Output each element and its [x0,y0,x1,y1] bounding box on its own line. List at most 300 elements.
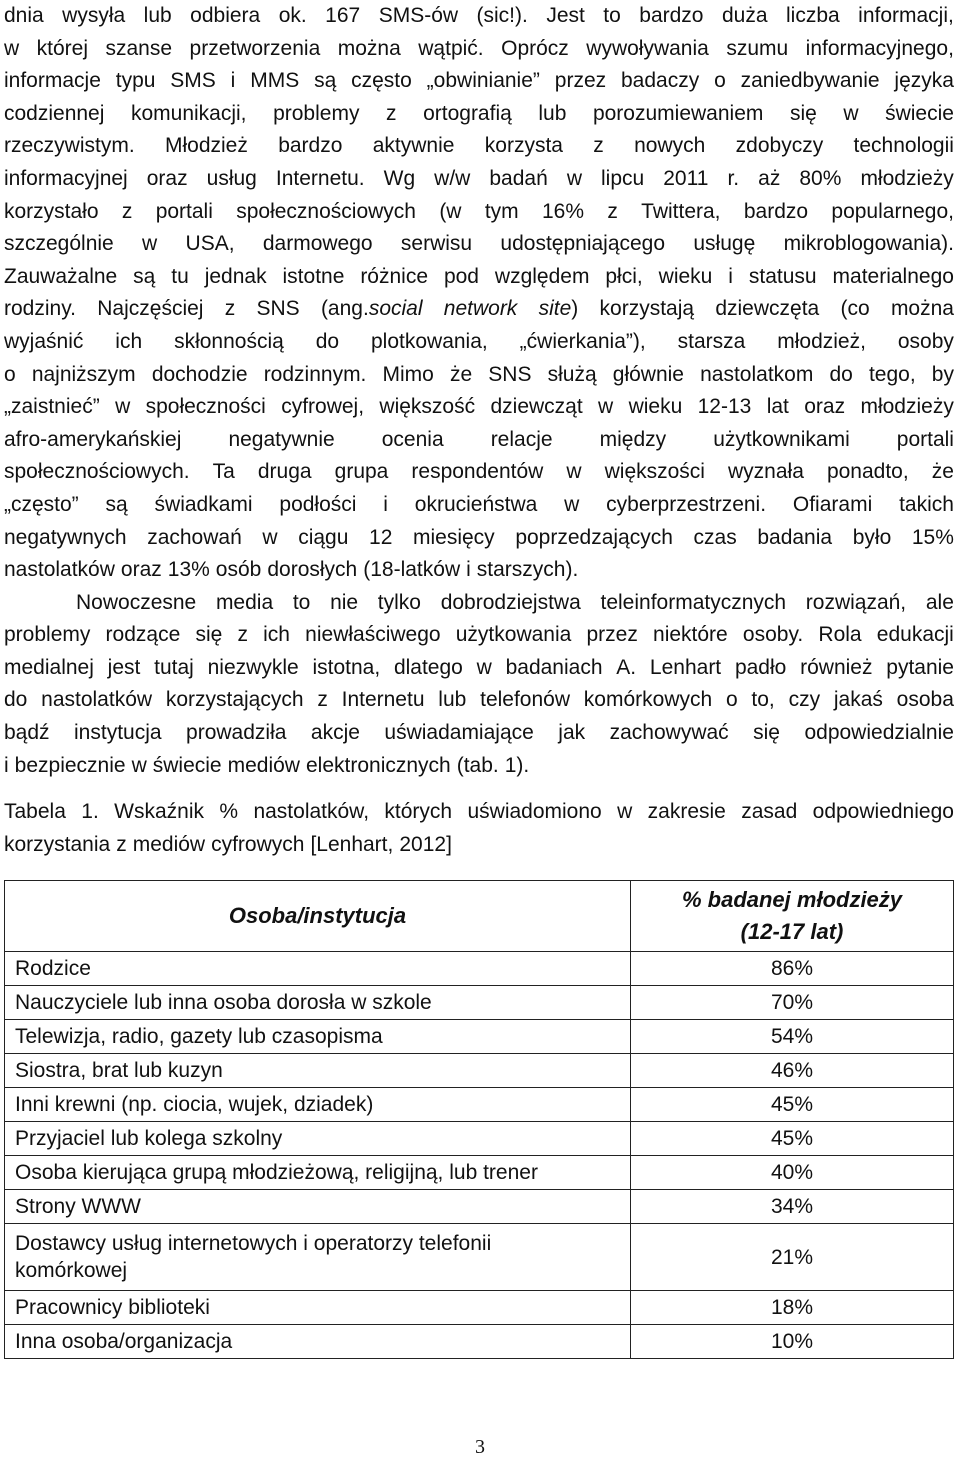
word: względem [494,264,590,288]
word: nie [330,590,359,614]
body-text-line [4,554,954,587]
table-header-row [5,881,954,952]
word: o [725,688,738,712]
word: przez [586,623,638,647]
word: oraz [120,558,162,582]
word: Nowoczesne [76,590,197,614]
word: wyjaśnić [4,329,84,353]
word: dobrodziejstwa [440,590,581,614]
body-text-line [4,0,954,33]
word: 16% [541,199,584,223]
word: tylko [377,590,421,614]
word: (ang.social [320,297,423,321]
word: „często” [4,492,79,516]
word: z [237,623,248,647]
word: uświadamiające [384,721,534,745]
word: uświadomiono [467,800,602,824]
table-row [5,1291,954,1325]
table-row [5,1122,954,1156]
word: jednak [204,264,267,288]
row-label: Przyjaciel lub kolega szkolny [5,1122,631,1156]
word: USA, [185,232,235,256]
word: większość [379,395,476,419]
word: aż [758,166,781,190]
word: dnia [4,4,44,27]
word: są [133,264,156,288]
word: [Lenhart, [310,832,394,856]
word: cyfrowej, [281,395,365,419]
word: się [195,623,223,647]
word: (tab. [456,753,499,777]
word: różnice [360,264,429,288]
word: miesięcy [413,525,495,549]
word: Młodzież [165,134,248,158]
word: typu [115,69,156,93]
word: technologii [853,134,954,158]
row-value: 54% [631,1020,954,1054]
word: informacji, [858,4,954,27]
word: młodzieży [860,166,954,190]
word: przetworzenia [189,36,321,60]
word: wysyła [62,4,126,27]
word: odpowiedniego [812,800,954,824]
word: usługę [693,232,756,256]
row-label: Dostawcy usług internetowych i operatorzy telefonii komórkowej [5,1224,631,1291]
word: w [566,460,582,484]
word: w [476,655,492,679]
word: dlatego [393,655,463,679]
row-value: 70% [631,986,954,1020]
word: można [337,36,401,60]
word: ortografią [423,101,512,125]
word: materialnego [832,264,954,288]
word: w [262,525,278,549]
word: podłości [279,492,357,516]
body-text-line [4,228,954,261]
word: o [4,362,16,386]
word: negatywnie [228,427,335,451]
word: dziewczęta [715,297,820,321]
word: w [4,36,20,60]
word: zakresie [647,800,726,824]
word: to [292,590,311,614]
word: 167 [325,4,361,27]
word: z [607,199,618,223]
word: społeczności [145,395,266,419]
word: korzysta [484,134,563,158]
word: 1). [504,753,530,777]
word: bardzo [639,4,704,27]
word: wyznała [728,460,804,484]
word: są [314,69,337,93]
row-label: Telewizja, radio, gazety lub czasopisma [5,1020,631,1054]
word: służą [547,362,597,386]
word: dochodzie [151,362,248,386]
word: w [115,395,131,419]
word: ale [925,590,954,614]
word: tutaj [154,655,194,679]
word: porozumiewaniem [592,101,764,125]
word: z [317,688,328,712]
row-label: Inna osoba/organizacja [5,1325,631,1359]
row-value: 46% [631,1054,954,1088]
word: starszych). [476,558,579,582]
word: jest [107,655,141,679]
word: młodzież, [777,329,866,353]
word: wieku [628,395,683,419]
body-text-line [4,424,954,457]
word: cyberprzestrzeni. [606,492,767,516]
word: płci, [605,264,643,288]
word: 2012] [399,832,452,856]
word: użytkownikami [713,427,850,451]
word: odpowiedzialnie [804,721,954,745]
table-caption [4,796,954,861]
word: nastolatków, [253,800,370,824]
word: wieku [658,264,713,288]
word: okrucieństwa [414,492,538,516]
word: pytanie [886,655,954,679]
row-value: 45% [631,1088,954,1122]
body-text-line [4,587,954,620]
word: w [566,166,582,190]
word: korzystają [599,297,695,321]
row-label: Inni krewni (np. ciocia, wujek, dziadek) [5,1088,631,1122]
body-text-line [4,489,954,522]
word: 15% [911,525,954,549]
word: liczba [785,4,840,27]
word: Wskaźnik [114,800,205,824]
word: prowadziła [186,721,287,745]
word: instytucja [74,721,162,745]
word: lub [538,101,567,125]
word: ich [263,623,290,647]
word: mikroblogowania). [783,232,954,256]
word: badaniach [505,655,603,679]
row-value: 10% [631,1325,954,1359]
body-text-line [4,652,954,685]
body-text-line [4,684,954,717]
word: świecie [885,101,954,125]
word: przez [554,69,607,93]
body-text [4,0,954,782]
word: z [121,199,133,223]
word: Tabela [4,800,66,824]
word: medialnej [4,655,94,679]
word: młodzieży [860,395,954,419]
word: języka [894,69,954,93]
word: niewłaściwego [305,623,441,647]
word: komunikacji, [130,101,247,125]
word: cyfrowych [211,832,305,856]
word: Ta [212,460,235,484]
word: często [351,69,412,93]
word: teleinformatycznych [600,590,787,614]
body-text-line [4,456,954,489]
header-person-institution: Osoba/instytucja [5,881,631,952]
word: szczególnie [4,232,114,256]
table-body [5,952,954,1359]
word: osoby. [742,623,804,647]
word: MMS [250,69,300,93]
word: statusu [748,264,817,288]
word: mediów [227,753,300,777]
word: wątpić. [418,36,484,60]
word: popularnego, [831,199,954,223]
word: są [105,492,128,516]
row-value: 45% [631,1122,954,1156]
document-page [4,0,954,861]
word: Mimo [382,362,434,386]
body-text-line [4,130,954,163]
word: telefonów [480,688,571,712]
word: jakaś [833,688,883,712]
word: (w [439,199,462,223]
word: codziennej [4,101,105,125]
word: osoby [897,329,954,353]
word: zaniedbywanie [740,69,880,93]
word: niezwykle [207,655,299,679]
word: takich [899,492,954,516]
word: network [443,297,518,321]
row-label: Siostra, brat lub kuzyn [5,1054,631,1088]
word: czy [788,688,821,712]
word: oraz [146,166,188,190]
word: „zaistnieć” [4,395,100,419]
word: zachowywać [609,721,729,745]
row-value: 86% [631,952,954,986]
body-text-line [4,98,954,131]
word: można [890,297,954,321]
word: Wg [383,166,416,190]
word: i [728,264,733,288]
word: 2011 [663,166,709,190]
body-text-line [4,196,954,229]
body-text-line [4,359,954,392]
word: lipcu [601,166,645,190]
word: lub [438,688,467,712]
word: badań [489,166,548,190]
word: z [386,101,397,125]
body-text-line [4,65,954,98]
word: istotne [282,264,345,288]
word: Zauważalne [4,264,118,288]
word: bardzo [278,134,343,158]
word: ciągu [298,525,349,549]
word: których [384,800,453,824]
word: ponadto, [826,460,909,484]
row-value: 21% [631,1224,954,1291]
word: tu [171,264,189,288]
word: świecie [152,753,222,777]
word: bardzo [743,199,809,223]
word: odbiera [190,4,261,27]
header-percent-line1: % badanej młodzieży [681,887,903,912]
word: lat [766,395,789,419]
word: SMS-ów [378,4,459,27]
body-text-line [4,717,954,750]
word: r. [727,166,740,190]
word: SMS [170,69,216,93]
word: w [564,492,580,516]
word: Oprócz [501,36,569,60]
word: portali [896,427,954,451]
word: użytkowania [455,623,572,647]
word: że [931,460,954,484]
word: zachowań [147,525,242,549]
page-number: 3 [475,1436,485,1458]
word: dziewcząt [490,395,583,419]
table-row [5,1020,954,1054]
word: o [714,69,726,93]
word: w [843,101,859,125]
word: głównie [612,362,684,386]
body-text-line [4,619,954,652]
word: również [800,655,873,679]
word: bezpiecznie [14,753,126,777]
word: padło [734,655,787,679]
word: respondentów [411,460,544,484]
body-text-line [4,163,954,196]
word: pod [443,264,479,288]
word: szumu [726,36,789,60]
word: rozwiązań, [805,590,907,614]
word: społecznościowych. [4,460,190,484]
word: afro-amerykańskiej [4,427,182,451]
word: 12 [369,525,393,549]
word: czas [693,525,737,549]
word: społecznościowych [236,199,416,223]
word: ich [115,329,143,353]
word: plotkowania, [371,329,488,353]
word: starsza [677,329,746,353]
word: aktywnie [372,134,455,158]
header-percent-youth [631,881,954,952]
table-row [5,1224,954,1291]
row-label: Nauczyciele lub inna osoba dorosła w szkole [5,986,631,1020]
word: do [4,688,28,712]
word: problemy [4,623,91,647]
word: istotna, [312,655,381,679]
body-text-line [4,326,954,359]
table-row [5,1088,954,1122]
body-text-line [4,522,954,555]
data-table [4,880,954,1359]
word: media [215,590,274,614]
word: Internetu. [275,166,365,190]
word: Ofiarami [792,492,873,516]
row-label: Osoba kierująca grupą młodzieżową, religijną, lub trener [5,1156,631,1190]
word: 12-13 [697,395,752,419]
word: i [466,558,471,582]
row-label: Strony WWW [5,1190,631,1224]
word: i [230,69,236,93]
table-row [5,1156,954,1190]
word: w [598,395,614,419]
word: w [617,800,633,824]
word: serwisu [400,232,473,256]
row-value: 40% [631,1156,954,1190]
word: badaczy [620,69,700,93]
word: rodziny. [4,297,76,321]
row-label: Rodzice [5,952,631,986]
word: to, [751,688,775,712]
word: Najczęściej [97,297,204,321]
caption-line [4,796,954,829]
word: nastolatków [41,688,153,712]
word: (sic!). [476,4,528,27]
word: z [224,297,236,321]
table-row [5,1190,954,1224]
word: usług [206,166,257,190]
word: Jest [546,4,585,27]
word: elektronicznych [305,753,451,777]
word: się [789,101,817,125]
body-text-line [4,33,954,66]
body-text-line [4,261,954,294]
word: akcje [310,721,360,745]
word: (18-latków [363,558,461,582]
word: „ćwierkania”), [519,329,646,353]
table-row [5,1325,954,1359]
word: większości [604,460,705,484]
word: site) [538,297,579,321]
word: skłonnością [174,329,284,353]
word: 80% [799,166,842,190]
word: osoba [896,688,954,712]
word: problemy [273,101,360,125]
word: korzystających [165,688,304,712]
row-value: 18% [631,1291,954,1325]
word: by [931,362,954,386]
word: i [383,492,388,516]
word: było [852,525,892,549]
word: edukacji [876,623,954,647]
word: Twittera, [641,199,721,223]
word: „obwinianie” [426,69,540,93]
word: relacje [490,427,553,451]
word: nastolatkom [700,362,814,386]
word: tym [484,199,519,223]
word: SNS [256,297,300,321]
word: szanse [105,36,173,60]
word: bądź [4,721,50,745]
word: informacyjnego, [805,36,954,60]
word: udostępniającego [500,232,666,256]
word: świadkami [154,492,253,516]
word: dorosłych [267,558,358,582]
table-row [5,986,954,1020]
word: zdobyczy [735,134,824,158]
word: (co [840,297,870,321]
word: jak [558,721,586,745]
word: poprzedzających [515,525,673,549]
word: się [753,721,780,745]
body-text-line [4,750,954,783]
word: do [315,329,340,353]
word: rodzące [105,623,181,647]
word: wywoływania [586,36,709,60]
word: i [4,753,9,777]
word: komórkowych [583,688,713,712]
table-row [5,1054,954,1088]
word: mediów [132,832,206,856]
word: 1. [81,800,99,824]
word: najniższym [31,362,136,386]
word: A. [616,655,637,679]
caption-line [4,829,954,862]
word: między [599,427,667,451]
